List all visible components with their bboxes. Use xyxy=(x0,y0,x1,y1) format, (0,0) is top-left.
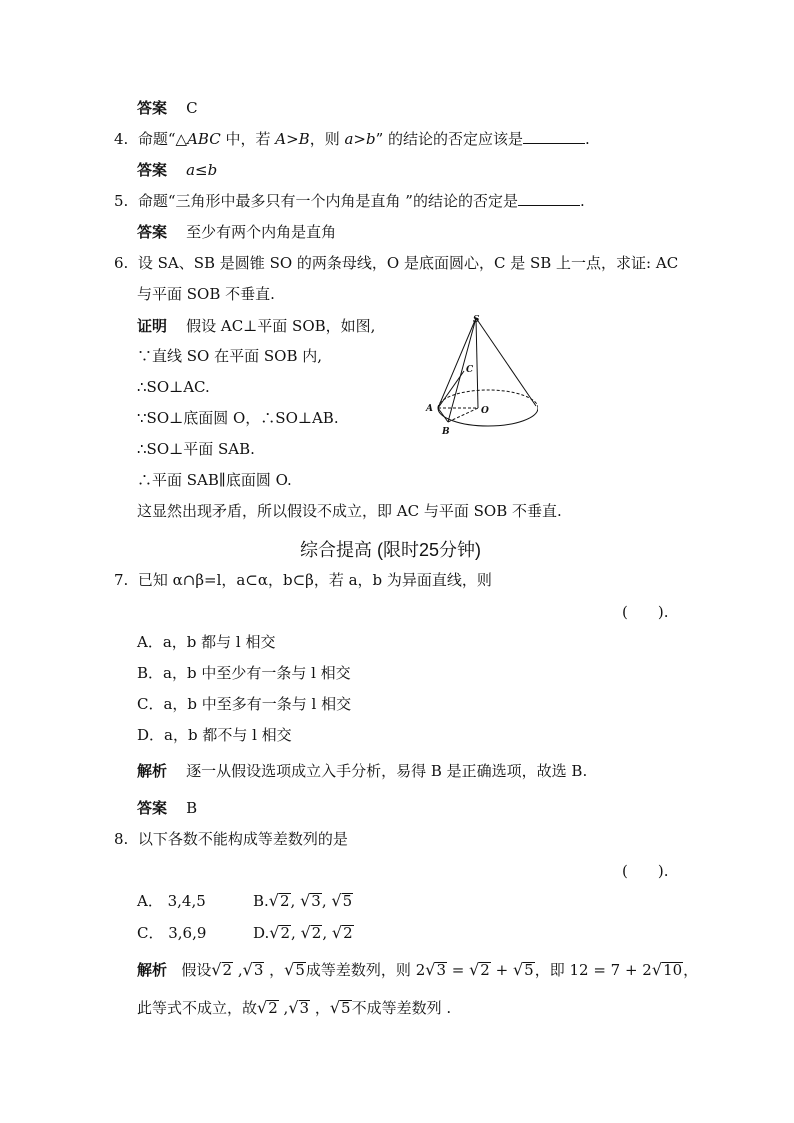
proof-label: 证明 xyxy=(137,317,168,335)
q3-answer-line xyxy=(137,98,198,118)
q8-analysis-line-2: 此等式不成立，故√2 ,√3 ，√5不成等差数列 . xyxy=(137,998,452,1017)
label-b: B xyxy=(442,427,450,436)
question-8 xyxy=(114,829,348,849)
radicand: 2 xyxy=(268,999,278,1017)
question-number: 6. xyxy=(114,254,129,272)
radicand: 5 xyxy=(295,961,305,979)
q4-text-3: ，则 xyxy=(309,130,345,148)
q5-answer-line xyxy=(137,222,336,242)
analysis-text: ，即 12 = 7 + 2 xyxy=(534,961,652,979)
label-a: A xyxy=(426,404,433,414)
radius-ob xyxy=(448,408,478,422)
sqrt-expr: √3 xyxy=(425,960,446,979)
axis-so xyxy=(476,318,478,408)
sqrt-expr: √2 xyxy=(331,923,353,942)
answer-blank xyxy=(518,191,580,206)
option-a: A． 3,4,5 xyxy=(137,892,206,910)
label-o: O xyxy=(481,406,489,416)
sqrt-expr: √5 xyxy=(512,960,534,979)
answer-label: 答案 xyxy=(137,99,168,117)
radicand: 3 xyxy=(253,961,264,979)
analysis-text: = xyxy=(446,961,470,979)
answer-value: a≤b xyxy=(186,161,218,179)
sqrt-expr: √2 xyxy=(269,923,291,942)
radicand: 5 xyxy=(341,999,351,1017)
radicand: 3 xyxy=(299,999,310,1017)
analysis-label: 解析 xyxy=(137,961,168,979)
answer-label: 答案 xyxy=(137,223,168,241)
q4-triangle: ABC xyxy=(187,130,221,148)
analysis-label: 解析 xyxy=(137,762,168,780)
answer-paren: ( ). xyxy=(622,603,669,621)
analysis-text: + xyxy=(490,961,513,979)
sqrt-expr: √5 xyxy=(331,891,353,910)
answer-value: B xyxy=(186,799,198,817)
sqrt-expr: √5 xyxy=(329,998,351,1017)
analysis-text: 此等式不成立，故 xyxy=(137,999,258,1017)
q4-text-4: ” 的结论的否定应该是 xyxy=(375,130,524,148)
label-c: C xyxy=(466,365,474,375)
question-7 xyxy=(114,570,492,590)
proof-step-5: ∴SO⊥平面 SAB. xyxy=(137,440,255,458)
proof-step-2: ∵直线 SO 在平面 SOB 内, xyxy=(137,347,323,365)
answer-paren: ( ). xyxy=(622,862,669,880)
sqrt-expr: √2 xyxy=(257,998,278,1017)
q4-answer-line xyxy=(137,160,217,180)
analysis-text: ， xyxy=(683,961,699,979)
q5-text: 命题“三角形中最多只有一个内角是直角 ”的结论的否定是 xyxy=(137,192,518,210)
question-4 xyxy=(114,129,590,149)
radicand: 2 xyxy=(222,961,233,979)
question-6 xyxy=(114,253,678,273)
radicand: 2 xyxy=(343,924,353,942)
sqrt-expr: √2 xyxy=(469,960,490,979)
radicand: 2 xyxy=(280,924,291,942)
analysis-text: 假设 xyxy=(181,961,212,979)
q7-stem: 已知 α∩β=l，a⊂α，b⊂β，若 a，b 为异面直线，则 xyxy=(137,571,492,589)
radicand: 2 xyxy=(280,892,290,910)
answer-blank xyxy=(523,129,585,144)
proof-text: 假设 AC⊥平面 SOB，如图, xyxy=(186,317,376,335)
sqrt-expr: √3 xyxy=(242,960,264,979)
generatrix-sa xyxy=(438,318,476,408)
sqrt-expr: √3 xyxy=(300,891,321,910)
option-d: D.√2, √2, √2 xyxy=(253,923,353,942)
sqrt-expr: √5 xyxy=(284,960,305,979)
radicand: 2 xyxy=(311,924,322,942)
radicand: 10 xyxy=(663,961,683,979)
option-c: C．a，b 中至多有一条与 l 相交 xyxy=(137,695,352,713)
option-b: B．a，b 中至少有一条与 l 相交 xyxy=(137,664,351,682)
segment-ab xyxy=(438,408,448,422)
option-a: A．a，b 都与 l 相交 xyxy=(137,633,276,651)
option-label: B. xyxy=(253,892,269,910)
option-c: C． 3,6,9 xyxy=(137,924,207,942)
radicand: 5 xyxy=(524,961,534,979)
q7-analysis xyxy=(137,761,587,781)
q5-period: . xyxy=(579,192,585,210)
q8-stem: 以下各数不能构成等差数列的是 xyxy=(137,830,348,848)
answer-label: 答案 xyxy=(137,799,168,817)
sqrt-expr: √2 xyxy=(268,891,290,910)
q6-line-2: 与平面 SOB 不垂直. xyxy=(137,285,275,303)
answer-value: C xyxy=(186,99,198,117)
option-label: D. xyxy=(253,924,270,942)
question-5 xyxy=(114,191,585,211)
label-s: S xyxy=(473,315,480,325)
radicand: 3 xyxy=(436,961,446,979)
q4-condition: A>B xyxy=(275,130,310,148)
proof-step-6: ∴平面 SAB∥底面圆 O. xyxy=(137,471,292,489)
proof-step-3: ∴SO⊥AC. xyxy=(137,378,210,396)
question-number: 5. xyxy=(114,192,129,210)
sqrt-expr: √2 xyxy=(211,960,233,979)
radicand: 5 xyxy=(342,892,353,910)
analysis-text: 成等差数列，则 2 xyxy=(305,961,426,979)
cone-figure xyxy=(418,312,538,436)
proof-conclusion: 这显然出现矛盾，所以假设不成立，即 AC 与平面 SOB 不垂直. xyxy=(137,502,562,520)
analysis-text: 逐一从假设选项成立入手分析，易得 B 是正确选项，故选 B. xyxy=(186,762,588,780)
q6-line-1: 设 SA、SB 是圆锥 SO 的两条母线，O 是底面圆心，C 是 SB 上一点，求证: AC xyxy=(137,254,679,272)
q4-conclusion: a>b xyxy=(344,130,376,148)
q4-text-1: 命题“△ xyxy=(137,130,188,148)
sqrt-expr: √10 xyxy=(651,960,683,979)
analysis-text: 不成等差数列 . xyxy=(351,999,452,1017)
answer-label: 答案 xyxy=(137,161,168,179)
radicand: 3 xyxy=(311,892,321,910)
answer-value: 至少有两个内角是直角 xyxy=(186,223,337,241)
q4-period: . xyxy=(585,130,590,148)
section-title: 综合提高 (限时25分钟) xyxy=(300,540,482,560)
q4-text-2: 中，若 xyxy=(220,130,276,148)
generatrix-right xyxy=(476,318,536,406)
question-number: 4. xyxy=(114,130,129,148)
option-b: B.√2, √3, √5 xyxy=(253,891,353,910)
radicand: 2 xyxy=(480,961,490,979)
q7-answer-line xyxy=(137,798,197,818)
proof-step-1 xyxy=(137,316,375,336)
q8-analysis: 解析 假设√2 ,√3 ，√5成等差数列，则 2√3 = √2 + √5，即 12 = 7 + 2√10， xyxy=(137,960,699,979)
question-number: 7. xyxy=(114,571,129,589)
option-d: D．a，b 都不与 l 相交 xyxy=(137,726,292,744)
sqrt-expr: √2 xyxy=(300,923,322,942)
proof-step-4: ∵SO⊥底面圆 O，∴SO⊥AB. xyxy=(137,409,339,427)
sqrt-expr: √3 xyxy=(288,998,310,1017)
question-number: 8. xyxy=(114,830,129,848)
